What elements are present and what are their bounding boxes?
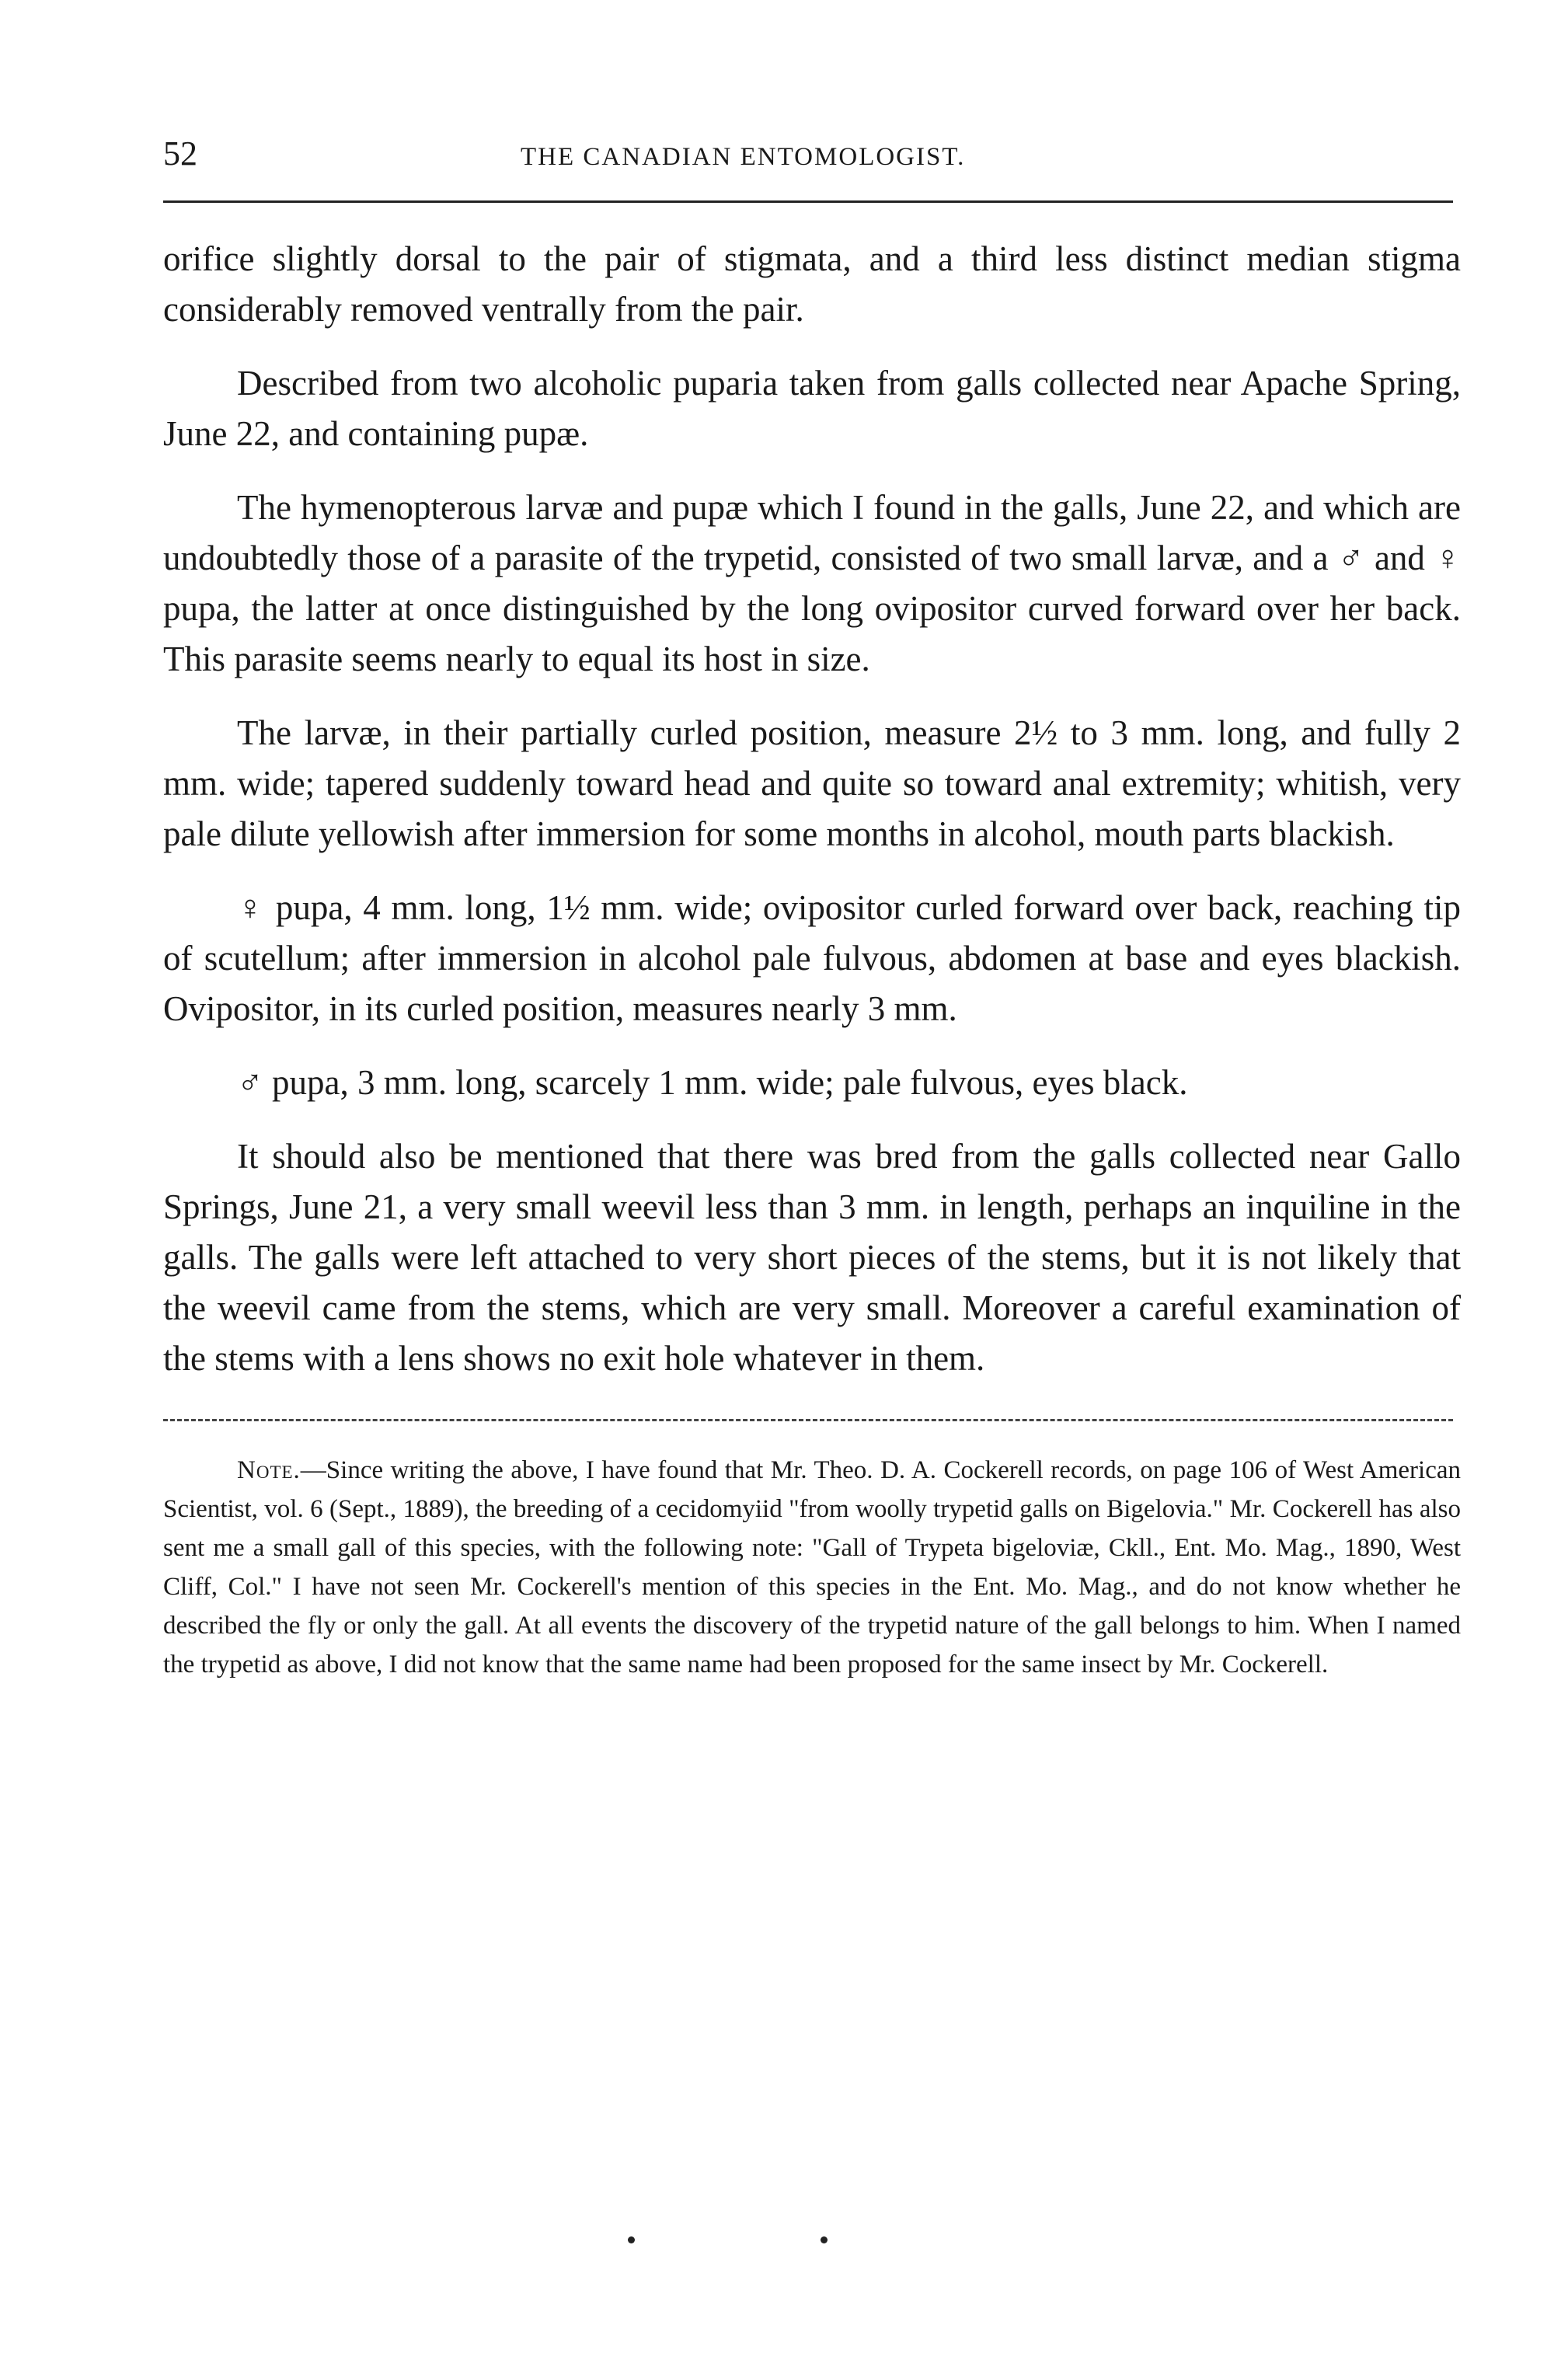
footnote-text: —Since writing the above, I have found that Mr. Theo. D. A. Cockerell records, on page 106 of West American Scientist, vol. 6 (Sept., 1889), the breeding of a cecidomyiid "from woolly trypetid galls on Bigelovia." Mr. Cockerell has also sent me a small gall of this species, with the following note: "Gall of Trypeta bigeloviæ, Ckll., Ent. Mo. Mag., 1890, West Cliff, Col." I have not seen Mr. Cockerell's mention of this species in the Ent. Mo. Mag., and do not know whether he described the fly or only the gall. At all events the discovery of the trypetid nature of the gall belongs to him. When I named the trypetid as above, I did not know that the same name had been proposed for the same insect by Mr. Cockerell.: [163, 1456, 1461, 1678]
body-text: [163, 234, 1461, 1384]
page: [163, 132, 1461, 1684]
footnote: [163, 1451, 1461, 1684]
header-rule: [163, 200, 1453, 203]
page-header: [163, 132, 1461, 186]
ornament-dot: [821, 2236, 828, 2243]
paragraph: Described from two alcoholic puparia taken from galls collected near Apache Spring, June 22, and containing pupæ.: [163, 364, 1461, 453]
footnote-label: Note.: [237, 1456, 301, 1484]
paragraph: The hymenopterous larvæ and pupæ which I found in the galls, June 22, and which are undoubtedly those of a parasite of the trypetid, consisted of two small larvæ, and a ♂ and ♀ pupa, the latter at once distinguished by the long ovipositor curved forward over her back. This parasite seems nearly to equal its host in size.: [163, 488, 1461, 678]
paragraph: It should also be mentioned that there was bred from the galls collected near Gallo Springs, June 21, a very small weevil less than 3 mm. in length, perhaps an inquiline in the galls. The galls were left attached to very short pieces of the stems, but it is not likely that the weevil came from the stems, which are very small. Moreover a careful examination of the stems with a lens shows no exit hole whatever in them.: [163, 1137, 1461, 1378]
footnote-rule: [163, 1419, 1453, 1421]
running-title: THE CANADIAN ENTOMOLOGIST.: [521, 143, 966, 171]
paragraph-continuation: orifice slightly dorsal to the pair of stigmata, and a third less distinct median stigma considerably removed ventrally from the pair.: [163, 239, 1461, 329]
bottom-ornament: [0, 2230, 1568, 2261]
paragraph: ♀ pupa, 4 mm. long, 1½ mm. wide; ovipositor curled forward over back, reaching tip of scutellum; after immersion in alcohol pale fulvous, abdomen at base and eyes blackish. Ovipositor, in its curled position, measures nearly 3 mm.: [163, 888, 1461, 1028]
paragraph: ♂ pupa, 3 mm. long, scarcely 1 mm. wide; pale fulvous, eyes black.: [237, 1063, 1188, 1102]
paragraph: The larvæ, in their partially curled position, measure 2½ to 3 mm. long, and fully 2 mm. wide; tapered suddenly toward head and quite so toward anal extremity; whitish, very pale dilute yellowish after immersion for some months in alcohol, mouth parts blackish.: [163, 713, 1461, 853]
ornament-dot: [628, 2236, 635, 2243]
page-number: 52: [163, 134, 197, 173]
